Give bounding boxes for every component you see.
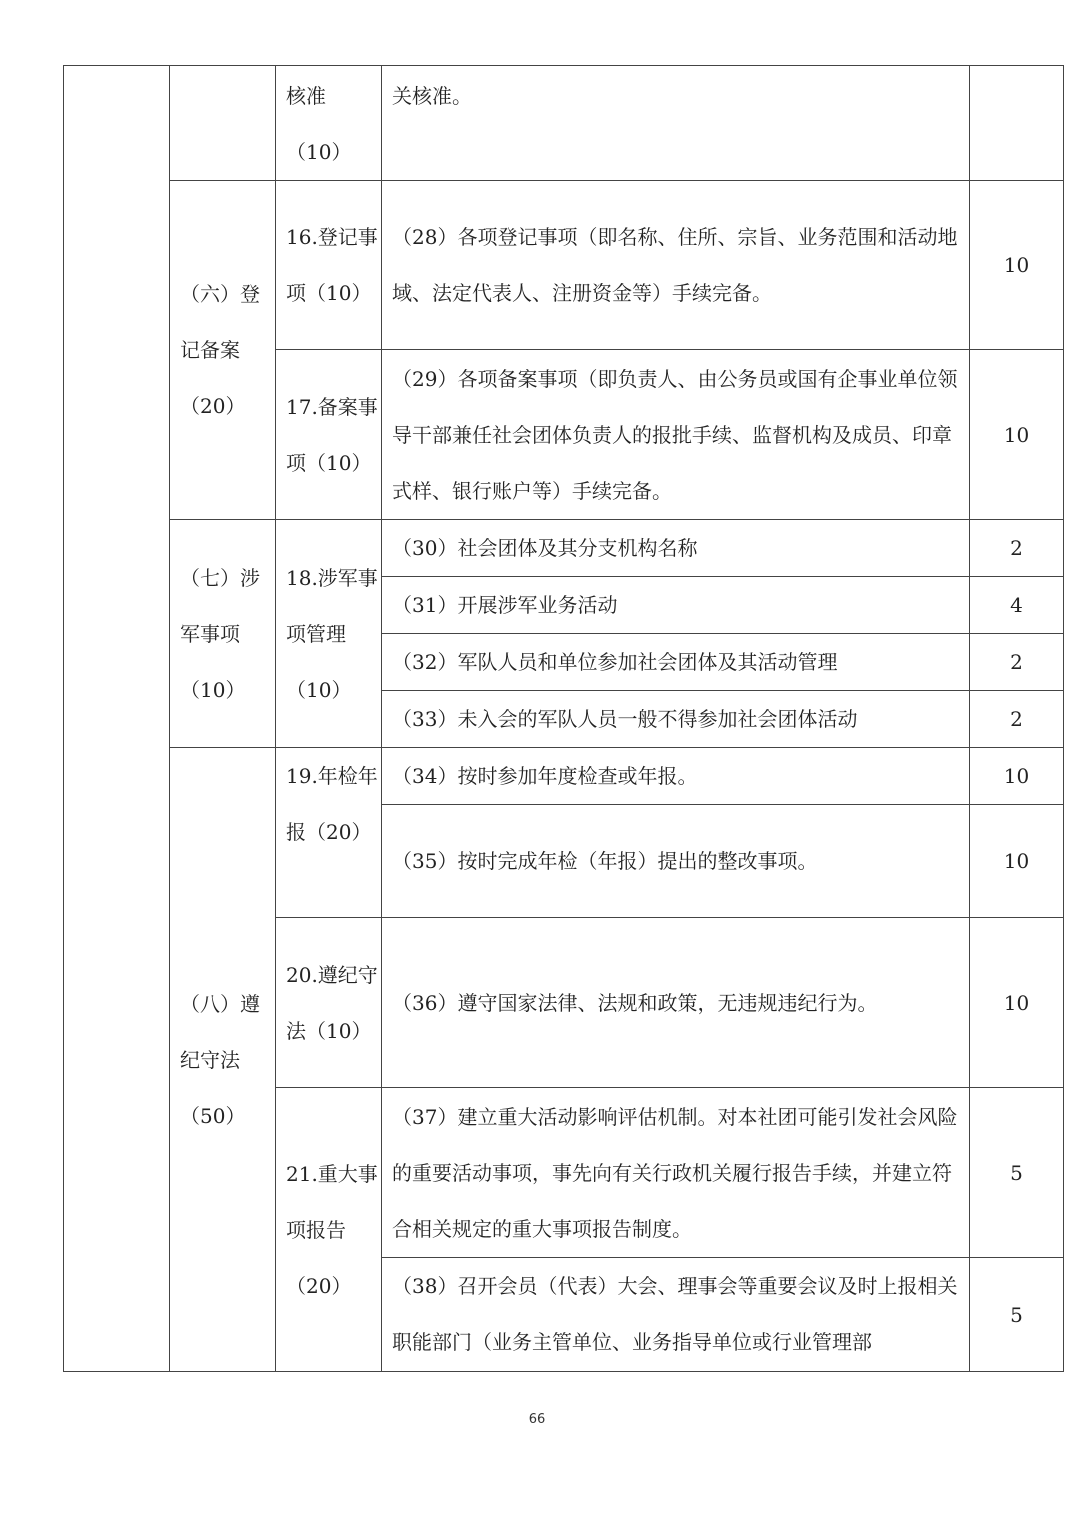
score-cell xyxy=(970,66,1064,181)
item-cell: 17.备案事项（10） xyxy=(276,350,382,520)
table-row xyxy=(64,181,1064,350)
description-cell: （30）社会团体及其分支机构名称 xyxy=(382,520,970,577)
table-row xyxy=(64,66,1064,181)
description-cell: （34）按时参加年度检查或年报。 xyxy=(382,748,970,805)
description-cell: （32）军队人员和单位参加社会团体及其活动管理 xyxy=(382,634,970,691)
description-cell: （29）各项备案事项（即负责人、由公务员或国有企事业单位领导干部兼任社会团体负责人的报批手续、监督机构及成员、印章式样、银行账户等）手续完备。 xyxy=(382,350,970,520)
score-cell: 5 xyxy=(970,1258,1064,1372)
evaluation-table xyxy=(63,65,1064,1372)
item-cell: 20.遵纪守法（10） xyxy=(276,918,382,1088)
description-cell: （31）开展涉军业务活动 xyxy=(382,577,970,634)
category-cell-empty xyxy=(64,66,170,1372)
description-cell: （37）建立重大活动影响评估机制。对本社团可能引发社会风险的重要活动事项，事先向有关行政机关履行报告手续，并建立符合相关规定的重大事项报告制度。 xyxy=(382,1088,970,1258)
score-cell: 10 xyxy=(970,748,1064,805)
item-cell: 21.重大事项报告（20） xyxy=(276,1088,382,1372)
section-title: （七）涉军事项（10） xyxy=(170,520,276,748)
description-cell: （38）召开会员（代表）大会、理事会等重要会议及时上报相关职能部门（业务主管单位、业务指导单位或行业管理部 xyxy=(382,1258,970,1372)
table-row xyxy=(64,748,1064,805)
score-cell: 2 xyxy=(970,520,1064,577)
score-cell: 2 xyxy=(970,634,1064,691)
item-cell: 18.涉军事项管理（10） xyxy=(276,520,382,748)
table-row xyxy=(64,520,1064,577)
score-cell: 10 xyxy=(970,350,1064,520)
description-cell: （33）未入会的军队人员一般不得参加社会团体活动 xyxy=(382,691,970,748)
item-cell: 19.年检年报（20） xyxy=(276,748,382,918)
description-cell: （28）各项登记事项（即名称、住所、宗旨、业务范围和活动地域、法定代表人、注册资金等）手续完备。 xyxy=(382,181,970,350)
page-number: 66 xyxy=(528,1412,546,1427)
score-cell: 4 xyxy=(970,577,1064,634)
section-title: （六）登记备案（20） xyxy=(170,181,276,520)
score-cell: 10 xyxy=(970,805,1064,918)
description-cell: （35）按时完成年检（年报）提出的整改事项。 xyxy=(382,805,970,918)
score-cell: 2 xyxy=(970,691,1064,748)
description-cell: （36）遵守国家法律、法规和政策，无违规违纪行为。 xyxy=(382,918,970,1088)
section-cell-empty xyxy=(170,66,276,181)
score-cell: 5 xyxy=(970,1088,1064,1258)
description-cell: 关核准。 xyxy=(382,66,970,181)
item-cell: 16.登记事项（10） xyxy=(276,181,382,350)
score-cell: 10 xyxy=(970,918,1064,1088)
item-cell: 核准（10） xyxy=(276,66,382,181)
section-title: （八）遵纪守法（50） xyxy=(170,748,276,1372)
score-cell: 10 xyxy=(970,181,1064,350)
